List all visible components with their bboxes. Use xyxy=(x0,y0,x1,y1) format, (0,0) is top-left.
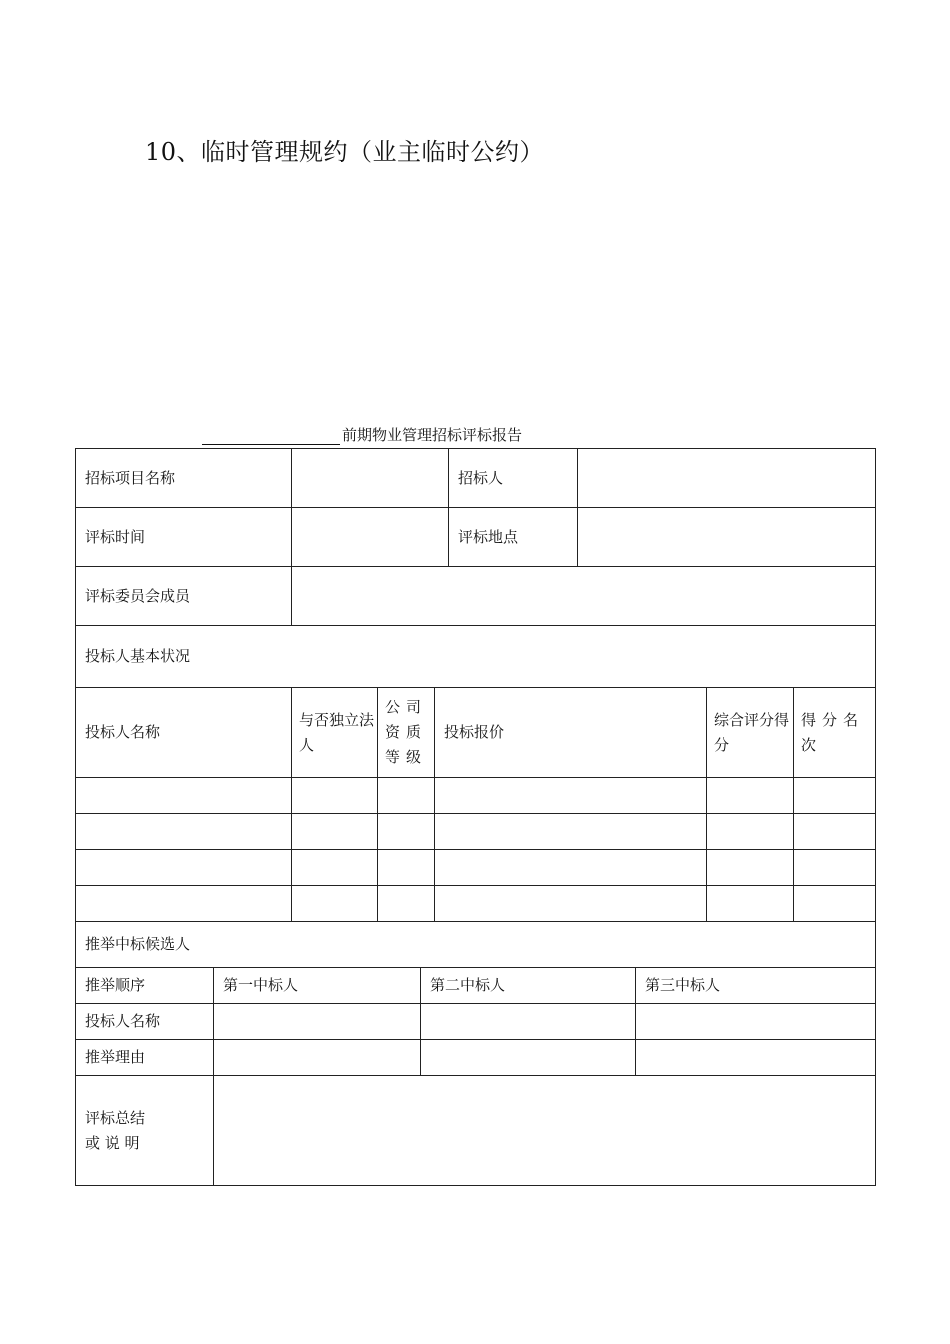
report-title xyxy=(202,424,522,445)
table-row xyxy=(76,449,876,508)
table-row xyxy=(76,850,876,886)
table-row xyxy=(76,922,876,968)
table-row xyxy=(76,778,876,814)
table-cell[interactable] xyxy=(214,1040,421,1076)
table-cell[interactable] xyxy=(636,1004,876,1040)
table-cell[interactable] xyxy=(435,850,707,886)
table-row xyxy=(76,1040,876,1076)
eval-time-label: 评标时间 xyxy=(76,508,292,567)
recommend-section-label: 推举中标候选人 xyxy=(76,922,876,968)
table-cell[interactable] xyxy=(435,814,707,850)
page-heading: 10、临时管理规约（业主临时公约） xyxy=(145,138,545,166)
bidder-status-label: 投标人基本状况 xyxy=(76,626,876,688)
table-cell[interactable] xyxy=(707,850,794,886)
report-title-text: 前期物业管理招标评标报告 xyxy=(342,426,523,444)
table-cell[interactable] xyxy=(421,1004,636,1040)
col-independent-legal: 与否独立法人 xyxy=(292,688,378,778)
table-cell[interactable] xyxy=(378,850,435,886)
recommend-order-label: 推举顺序 xyxy=(76,968,214,1004)
table-cell[interactable] xyxy=(435,886,707,922)
table-row xyxy=(76,626,876,688)
table-row xyxy=(76,886,876,922)
summary-label-line1: 评标总结 xyxy=(85,1108,146,1127)
evaluation-report-table xyxy=(75,448,876,922)
eval-place-value[interactable] xyxy=(578,508,876,567)
col-overall-score: 综合评分得分 xyxy=(707,688,794,778)
project-name-value[interactable] xyxy=(292,449,449,508)
table-cell[interactable] xyxy=(378,778,435,814)
first-winner-label: 第一中标人 xyxy=(214,968,421,1004)
eval-place-label: 评标地点 xyxy=(449,508,578,567)
col-rank: 得分名次 xyxy=(794,688,876,778)
table-cell[interactable] xyxy=(292,778,378,814)
bidder-column-headers xyxy=(76,688,876,778)
table-cell[interactable] xyxy=(292,850,378,886)
table-cell[interactable] xyxy=(378,886,435,922)
tenderer-label: 招标人 xyxy=(449,449,578,508)
second-winner-label: 第二中标人 xyxy=(421,968,636,1004)
committee-label: 评标委员会成员 xyxy=(76,567,292,626)
table-cell[interactable] xyxy=(421,1040,636,1076)
reason-label: 推举理由 xyxy=(76,1040,214,1076)
table-row xyxy=(76,814,876,850)
recommendation-table xyxy=(75,921,876,1186)
table-row xyxy=(76,1004,876,1040)
col-bidder-name: 投标人名称 xyxy=(76,688,292,778)
table-cell[interactable] xyxy=(214,1004,421,1040)
committee-value[interactable] xyxy=(292,567,876,626)
table-cell[interactable] xyxy=(435,778,707,814)
summary-label xyxy=(76,1076,214,1186)
table-cell[interactable] xyxy=(76,814,292,850)
table-row xyxy=(76,968,876,1004)
table-cell[interactable] xyxy=(794,814,876,850)
eval-time-value[interactable] xyxy=(292,508,449,567)
table-row xyxy=(76,508,876,567)
table-cell[interactable] xyxy=(707,886,794,922)
table-row xyxy=(76,567,876,626)
table-cell[interactable] xyxy=(76,850,292,886)
col-qualification: 公司资质等级 xyxy=(378,688,435,778)
summary-label-line2: 或 说 明 xyxy=(85,1133,140,1152)
title-blank-line[interactable] xyxy=(202,428,340,445)
table-cell[interactable] xyxy=(292,814,378,850)
col-bid-price: 投标报价 xyxy=(435,688,707,778)
table-cell[interactable] xyxy=(794,778,876,814)
tenderer-value[interactable] xyxy=(578,449,876,508)
project-name-label: 招标项目名称 xyxy=(76,449,292,508)
bidder-name-label: 投标人名称 xyxy=(76,1004,214,1040)
third-winner-label: 第三中标人 xyxy=(636,968,876,1004)
table-cell[interactable] xyxy=(378,814,435,850)
table-row xyxy=(76,1076,876,1186)
table-cell[interactable] xyxy=(636,1040,876,1076)
table-cell[interactable] xyxy=(76,778,292,814)
table-cell[interactable] xyxy=(76,886,292,922)
table-cell[interactable] xyxy=(707,778,794,814)
table-cell[interactable] xyxy=(707,814,794,850)
summary-value[interactable] xyxy=(214,1076,876,1186)
table-cell[interactable] xyxy=(292,886,378,922)
table-cell[interactable] xyxy=(794,850,876,886)
table-cell[interactable] xyxy=(794,886,876,922)
